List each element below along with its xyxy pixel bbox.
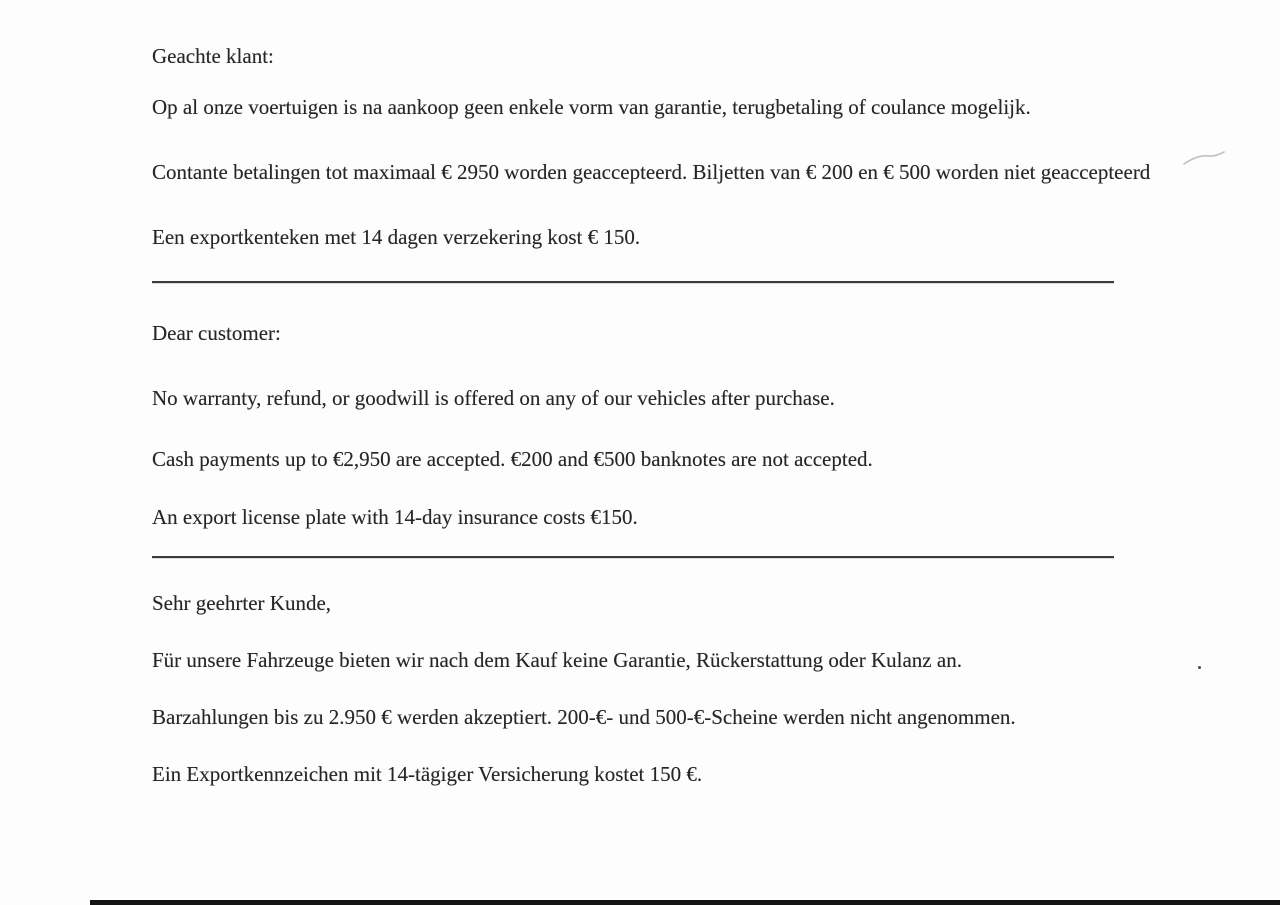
dutch-cash-line: Contante betalingen tot maximaal € 2950 worden geaccepteerd. Biljetten van € 200 en € 500 worden niet geaccepteerd: [152, 160, 1151, 184]
german-export-line: Ein Exportkennzeichen mit 14-tägiger Versicherung kostet 150 €.: [152, 762, 703, 786]
dutch-export-line: Een exportkenteken met 14 dagen verzekering kost € 150.: [152, 225, 641, 249]
scan-bottom-edge: [90, 900, 1280, 905]
section-divider-top: [152, 281, 1114, 283]
english-export-line: An export license plate with 14-day insurance costs €150.: [152, 505, 638, 529]
section-divider-bottom: [152, 556, 1114, 558]
german-warranty-line: Für unsere Fahrzeuge bieten wir nach dem Kauf keine Garantie, Rückerstattung oder Kulanz an.: [152, 648, 962, 672]
english-greeting: Dear customer:: [152, 321, 281, 345]
german-cash-line: Barzahlungen bis zu 2.950 € werden akzeptiert. 200-€- und 500-€-Scheine werden nicht angenommen.: [152, 705, 1016, 729]
english-cash-line: Cash payments up to €2,950 are accepted. €200 and €500 banknotes are not accepted.: [152, 447, 873, 471]
pen-squiggle-mark: [1182, 148, 1226, 170]
german-greeting: Sehr geehrter Kunde,: [152, 591, 332, 615]
ink-speck: [1198, 666, 1201, 669]
dutch-greeting: Geachte klant:: [152, 44, 274, 68]
english-warranty-line: No warranty, refund, or goodwill is offered on any of our vehicles after purchase.: [152, 386, 835, 410]
dutch-warranty-line: Op al onze voertuigen is na aankoop geen enkele vorm van garantie, terugbetaling of coulance mogelijk.: [152, 95, 1031, 119]
